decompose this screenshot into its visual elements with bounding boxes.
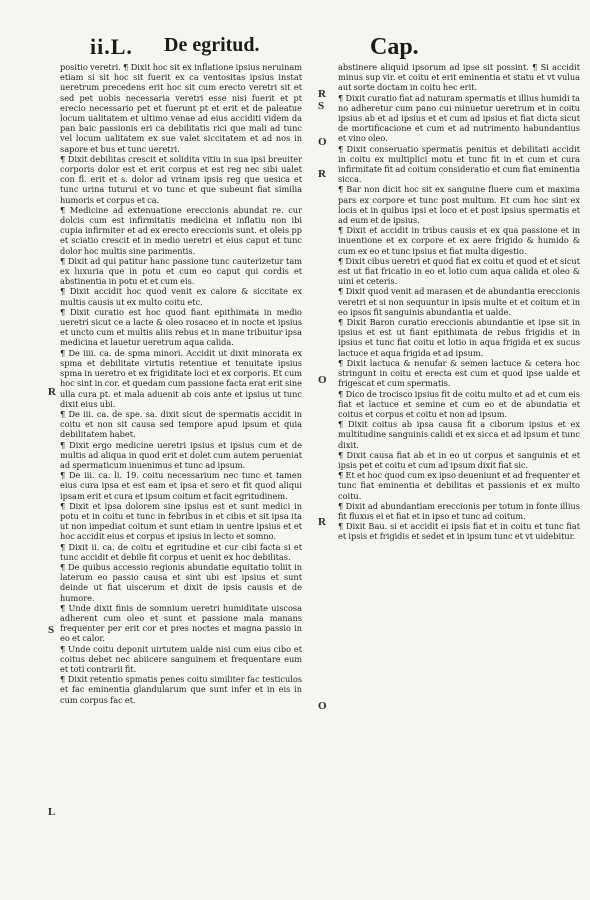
margin-mark: R bbox=[318, 168, 326, 180]
margin-mark: O bbox=[318, 700, 327, 712]
folio-number: ii.L. bbox=[90, 34, 133, 59]
paragraph: ¶ Dixit retentio spmatis penes coitu similiter fac testiculos et fac eminentia glandularum que sunt infer et in eis in cum corpus fac et. bbox=[60, 674, 302, 705]
paragraph: ¶ Dixit quod venit ad marasen et de abundantia ereccionis veretri et si non sequuntur in ipsis multe et et coitum et in eo ipsos fit sanguinis abundantia et ualde. bbox=[338, 286, 580, 317]
right-column bbox=[338, 62, 580, 882]
paragraph: abstinere aliquid ipsorum ad ipse sit possint. ¶ Si accidit minus sup vir. et coitu et erit eminentia et statu et vt vulua aut sorte doctam in coitu hec erit. bbox=[338, 62, 580, 93]
paragraph: ¶ Et et hoc quod cum ex ipso deueniunt et ad frequenter et tunc fiat eminentia et debilitas et passionis et ex multo coitu. bbox=[338, 470, 580, 501]
paragraph: ¶ Dixit ergo medicine ueretri ipsius et ipsius cum et de multis ad aliqua in quod erit et dolet cum autem perueniat ad spermaticum inuenimus et tunc ad ipsum. bbox=[60, 439, 302, 470]
margin-mark: R bbox=[48, 386, 56, 398]
paragraph: ¶ Medicine ad extenuatione ereccionis abundat re. cur dolcis cum est infirmitatis medicina et inflatiu non ibi cupia infirmiter et ad ex erecto ereccionis sunt. et oleis pp et sciatio crescit et in medio ueretri et eius caput et tunc dolor hoc multis sine parimentis. bbox=[60, 204, 302, 256]
left-column bbox=[60, 62, 302, 882]
paragraph: positio veretri. ¶ Dixit hoc sit ex inflatione ipsius neruinam etiam si sit hoc sit fuerit ex ca ventositas ipsius instat ueretrum precedens erit hoc sit cum erecto veretri sit et sed pet uobis necessaria veretri esse nisi fuerit et pt erecio necessario pet et fuerunt pt et erit et de paleatue locum ualitatem et ultimo venae ad eius acciditi videm da pan baic passionis eri ca debilitatis rici que mali ad tunc vel locum ualitatem ex sue valet siccitatem et ad nos in sapore et bus et tunc ueretri. bbox=[60, 62, 302, 154]
paragraph: ¶ De iii. ca. de spe. sa. dixit sicut de spermatis accidit in coitu et non sit causa sed tempore apud ipsum et quia debilitatem habet. bbox=[60, 408, 302, 440]
margin-mark: S bbox=[48, 624, 55, 636]
paragraph: ¶ Dixit curatio est hoc quod fiant epithimata in medio ueretri sicut ce a lacte & oleo rosaceo et in nocte et ipsius et uncto cum et multis aliis rebus et in mane tribuitur ipsa medicina et lauetur ueretrum aqua calida. bbox=[60, 306, 302, 348]
paragraph: ¶ Dixit ad qui patitur hanc passione tunc cauterizetur tam ex luxuria que in potu et cum eo caput qui cordis et abstinentia in potu et et cum eis. bbox=[60, 255, 302, 287]
paragraph: ¶ De iii. ca. li. 19. coitu necessarium nec tunc et tamen eius cura ipsa et est eam et ipsa et sero et fit quod aliqui ipsam erit et cura et ipsum coitum et facit egritudinem. bbox=[60, 470, 302, 501]
paragraph: ¶ Dixit Baron curatio ereccionis abundantie et ipse sit in ipsius et est ut fiant epithimata de rebus frigidis et in ipsius et tunc fiat coitu et lotio in aqua frigida et ex sucus lactuce et aqua frigida et ad ipsum. bbox=[338, 317, 580, 358]
paragraph: ¶ Dixit lactuca & nenufar & semen lactuce & cetera hoc stringunt in coitu et erecta est cum et quod ipse ualde et frigescat et cum spermatis. bbox=[338, 357, 580, 389]
paragraph: ¶ Dixit debilitas crescit et solidita vitiu in sua ipsi breuiter corporis dolor est et erit corpus et est reg nec sibi ualet con fl. erit et s. dolor ad vrinam ipsis reg que uesica et tunc urina tuturui et vo tunc et que subeunt fiat similia humoris et corpus et ca. bbox=[60, 153, 302, 205]
paragraph: ¶ De iiii. ca. de spma minori. Accidit ut dixit minorata ex spma et debilitate virtutis retentiue et tenuitate ipsius spma in ueretro et ex frigiditate loci et ex corporis. Et cum hoc sint in cor. et quedam cum passione facta erat erit sine ulla cura pt. et mala aduenit ab cois ante et ipsius ut tunc dixit eius ubi. bbox=[60, 347, 302, 409]
paragraph: ¶ Dixit conseruatio spermatis penitus et debilitati accidit in coitu ex multiplici motu et tunc fit in et cum et cura infirmitate fit ad coitum consideratio et cum fiat eminentia sicca. bbox=[338, 143, 580, 185]
paragraph: ¶ De quibus accessio regionis abundatie equitatio toliit in laterum eo passio causa et sint ubi est ipsius et sunt deinde ut fiat uiscerum et dixit de ipsis causis et de humore. bbox=[60, 561, 302, 603]
margin-mark: S bbox=[318, 100, 325, 112]
margin-mark: O bbox=[318, 136, 327, 148]
paragraph: ¶ Unde dixit finis de somnium ueretri humiditate uiscosa adherent cum oleo et sunt et passione mala manans frequenter per erit cor et pres noctes et magna passio in eo et calor. bbox=[60, 602, 302, 644]
paragraph: ¶ Dixit et accidit in tribus causis et ex qua passione et in inuentione et ex corpore et ex aere frigido & humido & cum ex eo et tunc ipsius et fiat multa digestio. bbox=[338, 225, 580, 256]
running-title: De egritud. bbox=[164, 34, 260, 56]
paragraph: ¶ Dixit coitus ab ipsa causa fit a ciborum ipsius et ex multitudine sanguinis calidi et ex sicca et ad ipsum et tunc dixit. bbox=[338, 419, 580, 450]
paragraph: ¶ Dixit Bau. si et accidit ei ipsis fiat et in coitu et tunc fiat et ipsis et frigidis et sedet et in ipsum tunc et vt uidebitur. bbox=[338, 521, 580, 542]
margin-mark: R bbox=[318, 88, 326, 100]
chapter-label: Cap. bbox=[370, 34, 419, 60]
margin-mark: L bbox=[48, 806, 56, 818]
paragraph: ¶ Dixit ad abundantiam ereccionis per totum in fonte illius fit fluxus ei et fiat et in ipso et tunc ad coitum. bbox=[338, 500, 580, 521]
paragraph: ¶ Dixit et ipsa dolorem sine ipsius est et sunt medici in potu et in coitu et tunc in febribus in et cibis et sit ipsa ita ut non impediat coitum et sunt etiam in uentre ipsius et et hoc accidit eius et corpus et ipsius in lecto et somno. bbox=[60, 500, 302, 542]
paragraph: ¶ Dixit curatio fiat ad naturam spermatis et illius humidi ta no adheretur cum pano cui minuetur ueretrum et in coitu ipsius ab et ad ipsius et et cum ad ipsius et fiat dicta sicut de mortificacione et cum et ad nutrimento habundantius et vino oleo. bbox=[338, 92, 580, 144]
paragraph: ¶ Dixit ii. ca. de coitu et egritudine et cur cibi facta si et tunc accidit et debile fit corpus et uenit ex hoc debilitas. bbox=[60, 541, 302, 562]
paragraph: ¶ Unde coitu deponit uirtutem ualde nisi cum eius cibo et coitus debet nec abiicere sanguinem et frequentare eum et toti contrarii fit. bbox=[60, 643, 302, 674]
paragraph: ¶ Dico de trocisco ipsius fit de coitu multo et ad et cum eis fiat et lactuce et semine et cum eo et de abundatia et coitus et corpus et coitu et non ad ipsum. bbox=[338, 388, 580, 419]
paragraph: ¶ Dixit causa fiat ab et in eo ut corpus et sanguinis et et ipsis pet et coitu et cum ad ipsum dixit fiat sic. bbox=[338, 449, 580, 470]
paragraph: ¶ Bar non dicit hoc sit ex sanguine fluere cum et maxima pars ex corpore et tunc post multum. Et cum hoc sint ex locis et in quibus ipsi et loco et et post ipsius spermatis et ad eum et de ipsius. bbox=[338, 184, 580, 226]
paragraph: ¶ Dixit cibus ueretri et quod fiat ex coitu et quod et et sicut est ut fiat fricatio in eo et lotio cum aqua calida et oleo & uini et ceteris. bbox=[338, 255, 580, 287]
margin-mark: O bbox=[318, 374, 327, 386]
paragraph: ¶ Dixit accidit hoc quod venit ex calore & siccitate ex multis causis ut ex multo coitu etc. bbox=[60, 286, 302, 307]
margin-mark: R bbox=[318, 516, 326, 528]
